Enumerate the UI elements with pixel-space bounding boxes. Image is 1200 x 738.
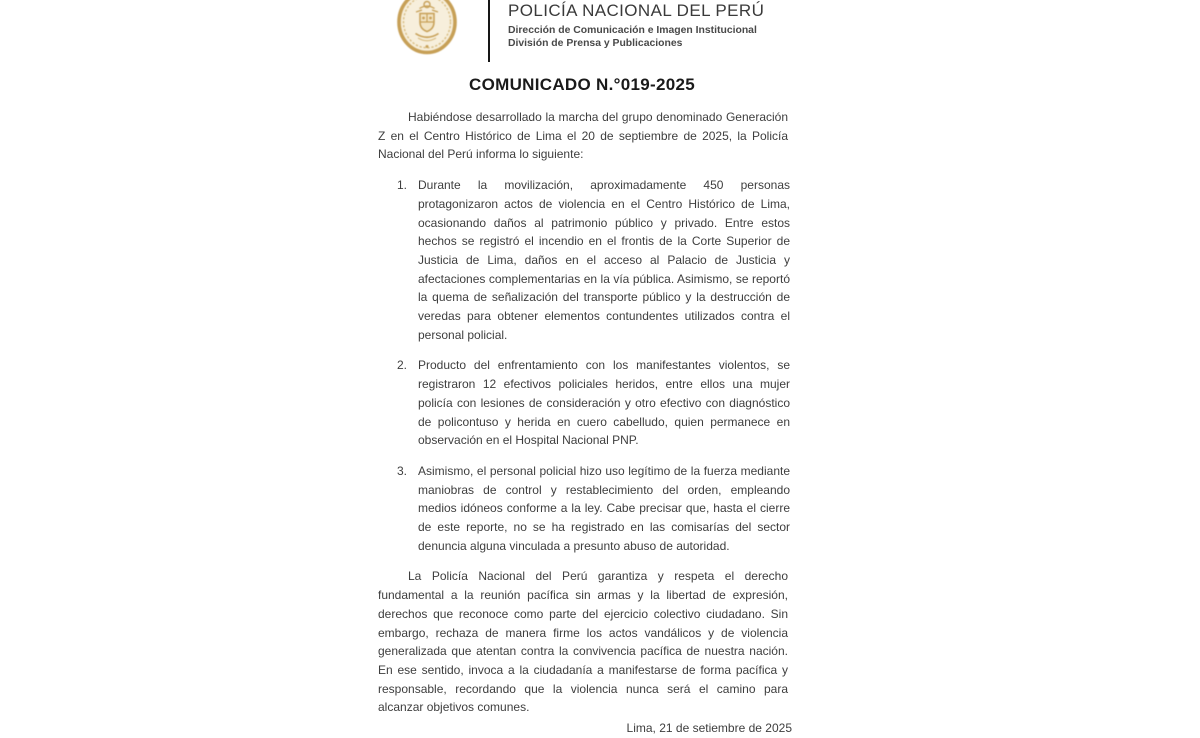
list-item-text: Producto del enfrentamiento con los manifestantes violentos, se registraron 12 efectivos policiales heridos, entre ellos una mujer policía con lesiones de consideración y otro efectivo con diagnóstico de policontuso y herida en cuero cabelludo, quien permanece en observación en el Hospital Nacional PNP. — [418, 358, 790, 448]
list-item-number: 1. — [397, 178, 408, 193]
letterhead — [370, 0, 794, 60]
comunicado-document — [370, 0, 794, 738]
closing-paragraph: La Policía Nacional del Perú garantiza y respeta el derecho fundamental a la reunión pacífica sin armas y la libertad de expresión, derechos que reconoce como parte del ejercicio colectivo ciudadano. Sin embargo, rechaza de manera firme los actos vandálicos y de violencia generalizada que atentan contra la convivencia pacífica de nuestra nación. En ese sentido, invoca a la ciudadanía a manifestarse de forma pacífica y responsable, recordando que la violencia nunca será el camino para alcanzar objetivos comunes. — [378, 569, 788, 715]
dateline: Lima, 21 de setiembre de 2025 — [626, 721, 792, 736]
intro-paragraph: Habiéndose desarrollado la marcha del grupo denominado Generación Z en el Centro Histórico de Lima el 20 de septiembre de 2025, la Policía Nacional del Perú informa lo siguiente: — [378, 110, 788, 162]
list-item — [397, 176, 790, 344]
comunicado-title: COMUNICADO N.°019-2025 — [469, 75, 695, 94]
list-item — [397, 356, 790, 450]
list-item-text: Durante la movilización, aproximadamente 450 personas protagonizaron actos de violencia en el Centro Histórico de Lima, ocasionando daños al patrimonio público y privado. Entre estos hechos se registró el incendio en el frontis de la Corte Superior de Justicia de Lima, daños en el acceso al Palacio de Justicia y afectaciones complementarias en la vía pública. Asimismo, se reportó la quema de señalización del transporte público y la destrucción de veredas para obtener elementos contundentes utilizados contra el personal policial. — [418, 178, 790, 342]
header-text — [508, 1, 764, 50]
org-subtitle-2: División de Prensa y Publicaciones — [508, 38, 683, 49]
org-name: POLICÍA NACIONAL DEL PERÚ — [508, 1, 765, 20]
list-item-number: 2. — [397, 358, 408, 373]
org-subtitle-1: Dirección de Comunicación e Imagen Institucional — [508, 25, 757, 36]
header-divider — [488, 0, 490, 62]
list-item — [397, 462, 790, 556]
numbered-list — [370, 176, 794, 555]
pnp-badge-icon — [396, 0, 458, 56]
list-item-text: Asimismo, el personal policial hizo uso legítimo de la fuerza mediante maniobras de control y restablecimiento del orden, empleando medios idóneos conforme a la ley. Cabe precisar que, hasta el cierre de este reporte, no se ha registrado en las comisarías del sector denuncia alguna vinculada a presunto abuso de autoridad. — [418, 463, 790, 553]
list-item-number: 3. — [397, 463, 408, 478]
